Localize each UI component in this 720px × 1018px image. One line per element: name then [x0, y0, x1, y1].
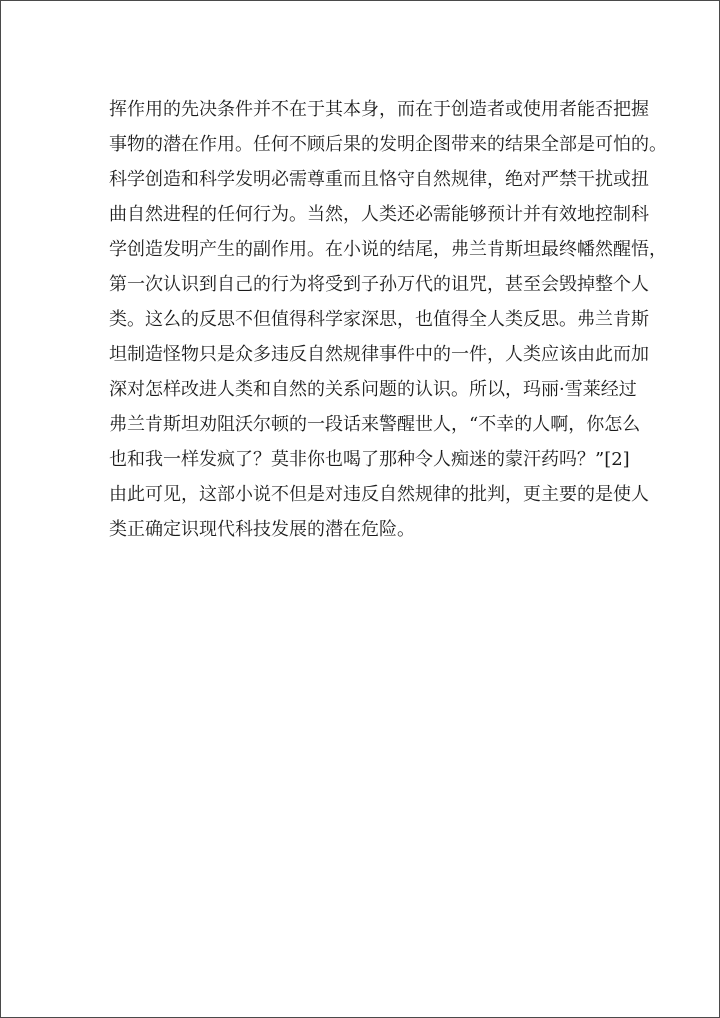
text-line: 由此可见，这部小说不但是对违反自然规律的批判，更主要的是使人	[109, 484, 649, 505]
text-line: 坦制造怪物只是众多违反自然规律事件中的一件，人类应该由此而加	[109, 344, 649, 365]
text-line: 也和我一样发疯了？莫非你也喝了那种令人痴迷的蒙汗药吗？”[2]	[109, 449, 630, 470]
text-line: 深对怎样改进人类和自然的关系问题的认识。所以，玛丽·雪莱经过	[109, 379, 637, 400]
text-line: 科学创造和科学发明必需尊重而且恪守自然规律，绝对严禁干扰或扭	[109, 169, 649, 190]
text-line: 曲自然进程的任何行为。当然，人类还必需能够预计并有效地控制科	[109, 204, 649, 225]
text-line: 学创造发明产生的副作用。在小说的结尾，弗兰肯斯坦最终幡然醒悟，	[109, 239, 667, 260]
text-line: 类正确定识现代科技发展的潜在危险。	[109, 519, 415, 540]
text-line: 事物的潜在作用。任何不顾后果的发明企图带来的结果全部是可怕的。	[109, 134, 667, 155]
text-line: 类。这么的反思不但值得科学家深思，也值得全人类反思。弗兰肯斯	[109, 309, 649, 330]
text-line: 第一次认识到自己的行为将受到子孙万代的诅咒，甚至会毁掉整个人	[109, 274, 649, 295]
text-line: 挥作用的先决条件并不在于其本身，而在于创造者或使用者能否把握	[109, 99, 649, 120]
text-line: 弗兰肯斯坦劝阻沃尔顿的一段话来警醒世人，“不幸的人啊，你怎么	[109, 414, 641, 435]
body-text	[109, 92, 667, 547]
